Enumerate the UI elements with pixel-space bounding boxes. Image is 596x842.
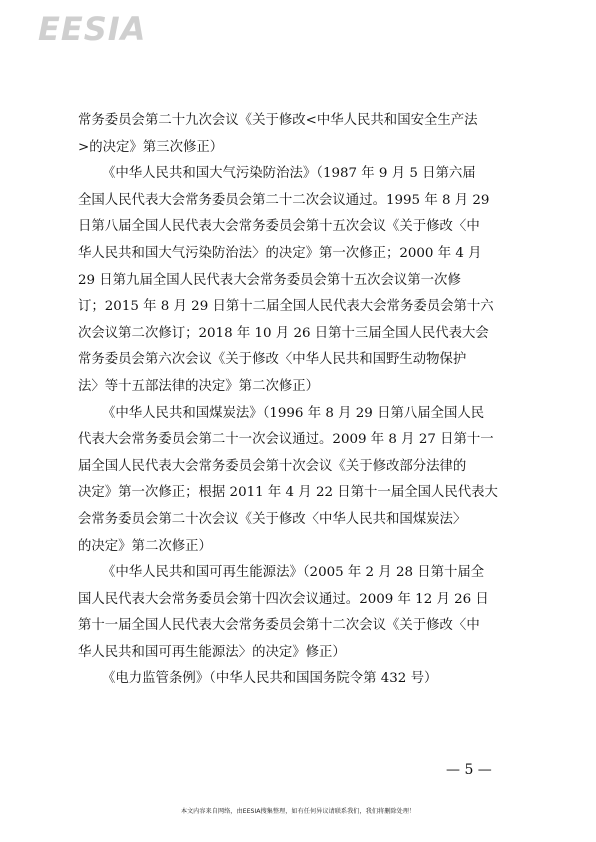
text-line: >的决定》第三次修正）	[78, 139, 224, 155]
text-line: 常务委员会第六次会议《关于修改〈中华人民共和国野生动物保护	[78, 352, 467, 368]
text-line: 订；2015 年 8 月 29 日第十二届全国人民代表大会常务委员会第十六	[78, 299, 494, 315]
text-line: 《电力监管条例》（中华人民共和国国务院令第 432 号）	[102, 671, 438, 687]
text-line: 全国人民代表大会常务委员会第二十二次会议通过。1995 年 8 月 29	[78, 192, 490, 208]
text-line: 的决定》第二次修正）	[78, 538, 212, 554]
text-line: 华人民共和国大气污染防治法〉的决定》第一次修正；2000 年 4 月	[78, 245, 482, 261]
text-line: 第十一届全国人民代表大会常务委员会第十二次会议《关于修改〈中	[78, 618, 480, 634]
text-line: 29 日第九届全国人民代表大会常务委员会第十五次会议第一次修	[78, 272, 461, 288]
text-line: 次会议第二次修订；2018 年 10 月 26 日第十三届全国人民代表大会	[78, 325, 489, 341]
eesia-logo: EESIA	[38, 10, 147, 48]
footer-disclaimer: 本文内容来自网络，由EESIA搜集整理，如有任何异议请联系我们，我们将删除处理！	[180, 808, 416, 815]
text-line: 决定》第一次修正；根据 2011 年 4 月 22 日第十一届全国人民代表大	[78, 485, 498, 501]
text-line: 《中华人民共和国煤炭法》（1996 年 8 月 29 日第八届全国人民	[102, 405, 485, 421]
document-body	[78, 108, 520, 693]
text-line: 届全国人民代表大会常务委员会第十次会议《关于修改部分法律的	[78, 458, 467, 474]
text-line: 代表大会常务委员会第二十一次会议通过。2009 年 8 月 27 日第十一	[78, 432, 494, 448]
text-line: 法〉等十五部法律的决定》第二次修正）	[78, 378, 320, 394]
text-line: 会常务委员会第二十次会议《关于修改〈中华人民共和国煤炭法〉	[78, 511, 467, 527]
text-line: 《中华人民共和国可再生能源法》（2005 年 2 月 28 日第十届全	[102, 565, 485, 581]
text-line: 国人民代表大会常务委员会第十四次会议通过。2009 年 12 月 26 日	[78, 591, 489, 607]
text-line: 华人民共和国可再生能源法〉的决定》修正）	[78, 644, 346, 660]
text-line: 日第八届全国人民代表大会常务委员会第十五次会议《关于修改〈中	[78, 219, 480, 235]
page-number: — 5 —	[446, 762, 492, 778]
text-line: 常务委员会第二十九次会议《关于修改<中华人民共和国安全生产法	[78, 113, 478, 128]
text-line: 《中华人民共和国大气污染防治法》（1987 年 9 月 5 日第六届	[102, 166, 476, 182]
